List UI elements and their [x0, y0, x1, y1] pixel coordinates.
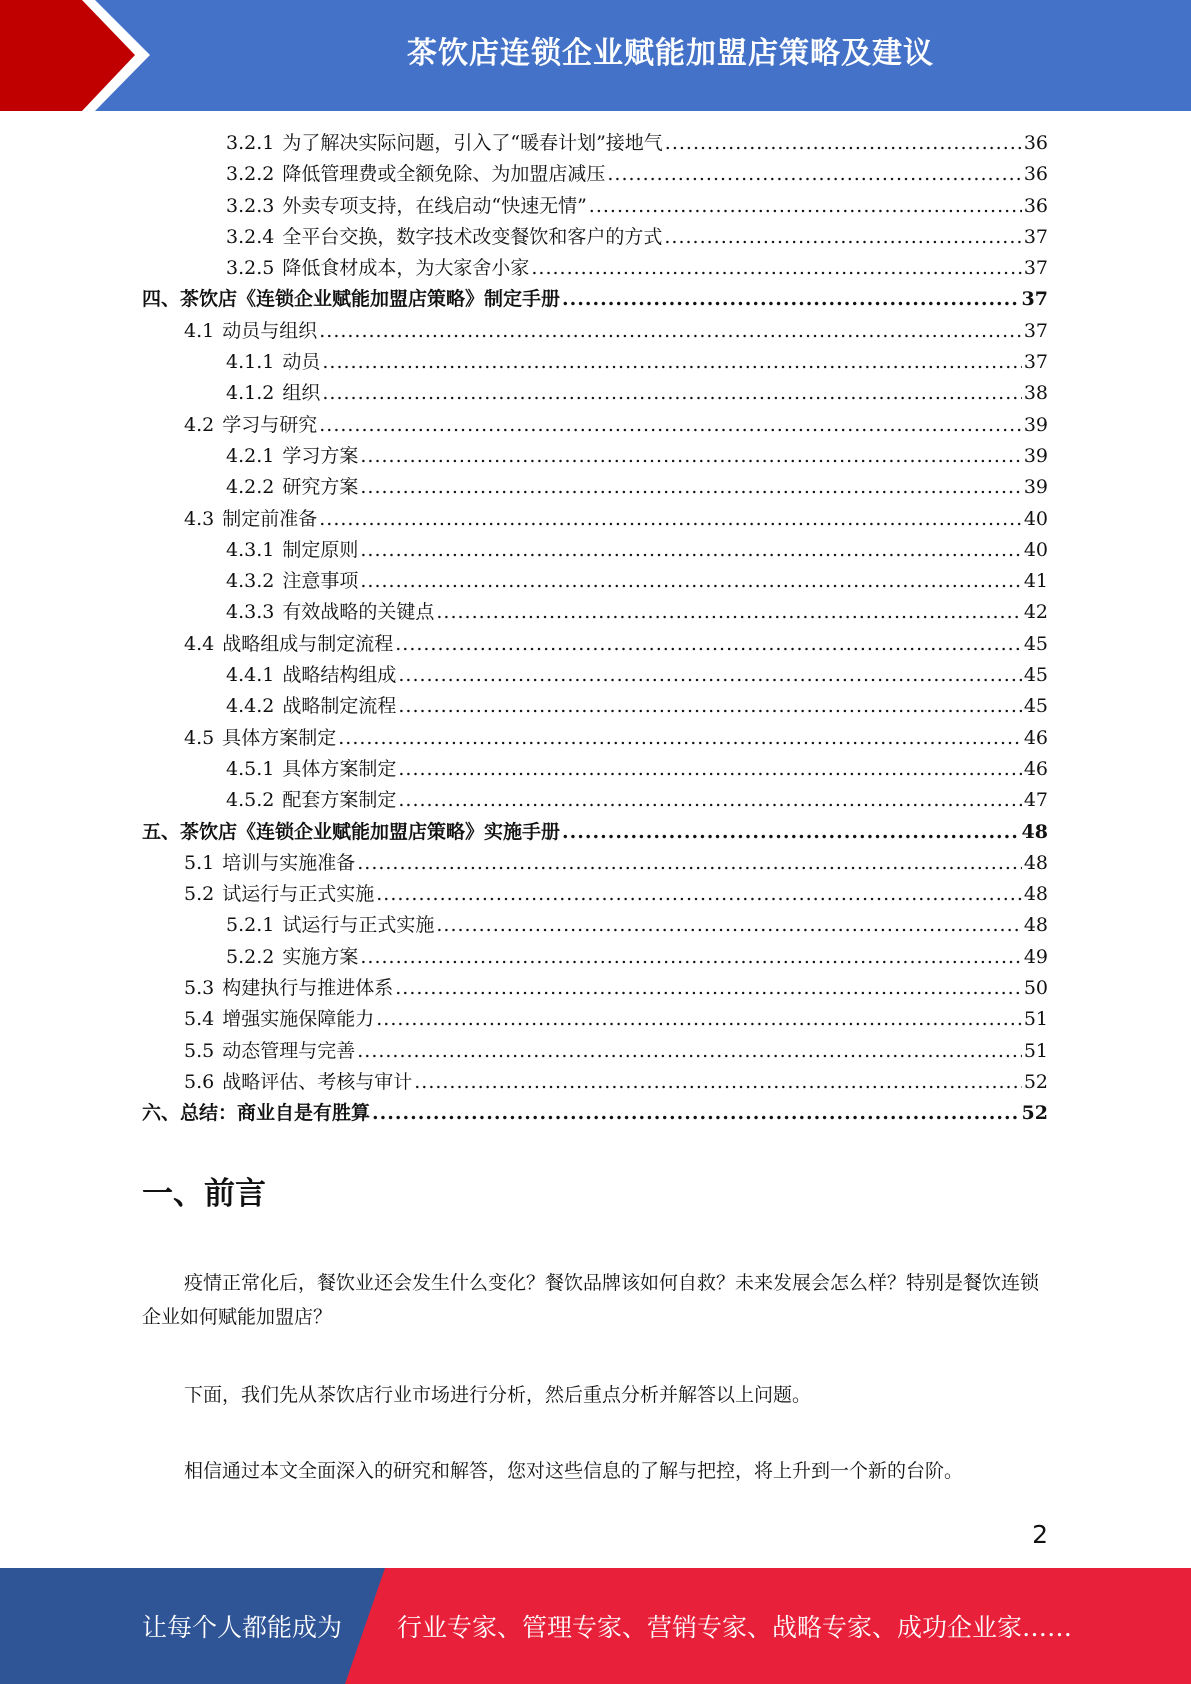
toc-entry-number: 5.1 [184, 851, 215, 874]
toc-entry-title: 六、总结：商业自是有胜算 [142, 1102, 371, 1125]
toc-entry-title: 配套方案制定 [282, 789, 397, 812]
toc-entry-page: 39 [1023, 444, 1048, 467]
page-number: 2 [1032, 1520, 1048, 1549]
toc-entry-number: 4.1.2 [226, 382, 275, 405]
toc-dot-leader [398, 664, 1021, 686]
toc-entry[interactable] [142, 441, 1048, 472]
toc-entry-page: 46 [1023, 726, 1048, 749]
toc-entry-title: 战略结构组成 [282, 664, 397, 687]
toc-entry[interactable] [142, 660, 1048, 691]
toc-entry-number: 5.2 [184, 883, 215, 906]
toc-entry-page: 39 [1023, 413, 1048, 436]
toc-entry-title: 学习方案 [282, 444, 359, 467]
toc-entry-number: 5.6 [184, 1070, 215, 1093]
toc-entry-page: 52 [1021, 1102, 1048, 1125]
toc-dot-leader [360, 476, 1021, 498]
toc-entry-number: 4.2.1 [226, 444, 275, 467]
toc-entry-title: 战略制定流程 [282, 695, 397, 718]
toc-entry-number: 3.2.2 [226, 163, 275, 186]
toc-entry-page: 37 [1021, 288, 1048, 311]
toc-entry-number: 4.5.1 [226, 757, 275, 780]
toc-dot-leader [414, 1071, 1022, 1093]
toc-entry-title: 具体方案制定 [282, 757, 397, 780]
toc-entry-page: 45 [1023, 664, 1048, 687]
toc-entry-title: 四、茶饮店《连锁企业赋能加盟店策略》制定手册 [142, 288, 561, 311]
toc-entry-title: 注意事项 [282, 570, 359, 593]
paragraph: 下面，我们先从茶饮店行业市场进行分析，然后重点分析并解答以上问题。 [184, 1384, 812, 1406]
toc-entry-title: 降低管理费或全额免除、为加盟店减压 [282, 163, 606, 186]
page-header [0, 0, 1191, 111]
toc-entry-page: 48 [1023, 883, 1048, 906]
toc-entry-number: 4.2 [184, 413, 215, 436]
toc-entry[interactable] [142, 1036, 1048, 1067]
toc-entry-number: 3.2.1 [226, 132, 275, 154]
toc-dot-leader [562, 821, 1020, 843]
toc-entry-page: 46 [1023, 757, 1048, 780]
toc-entry-page: 49 [1023, 945, 1048, 968]
toc-entry[interactable] [142, 253, 1048, 284]
toc-entry-number: 4.2.2 [226, 476, 275, 499]
header-arrow-decoration [0, 0, 160, 111]
toc-entry-page: 37 [1023, 257, 1048, 280]
toc-entry[interactable] [142, 754, 1048, 785]
toc-entry-page: 37 [1023, 351, 1048, 374]
toc-entry-page: 40 [1023, 507, 1048, 530]
toc-entry-page: 36 [1023, 163, 1048, 186]
toc-dot-leader [319, 320, 1022, 342]
toc-entry[interactable] [142, 566, 1048, 597]
toc-dot-leader [357, 1040, 1022, 1062]
toc-entry-number: 4.3.2 [226, 570, 275, 593]
toc-entry-title: 有效战略的关键点 [282, 601, 435, 624]
toc-entry-number: 3.2.4 [226, 225, 275, 248]
toc-entry[interactable] [142, 629, 1048, 660]
toc-entry[interactable] [142, 973, 1048, 1004]
toc-entry[interactable] [142, 691, 1048, 722]
toc-entry-title: 增强实施保障能力 [222, 1008, 375, 1031]
toc-entry[interactable] [142, 597, 1048, 628]
toc-entry-number: 3.2.5 [226, 257, 275, 280]
toc-dot-leader [338, 727, 1022, 749]
toc-entry-title: 研究方案 [282, 476, 359, 499]
toc-entry-page: 37 [1023, 225, 1048, 248]
toc-dot-leader [360, 539, 1021, 561]
toc-entry[interactable] [142, 222, 1048, 253]
toc-dot-leader [322, 351, 1021, 373]
toc-dot-leader [398, 758, 1021, 780]
toc-dot-leader [395, 977, 1022, 999]
toc-entry-number: 4.3.1 [226, 538, 275, 561]
toc-entry-number: 5.5 [184, 1039, 215, 1062]
section-heading: 一、前言 [142, 1176, 266, 1212]
toc-entry[interactable] [142, 347, 1048, 378]
toc-dot-leader [360, 570, 1021, 592]
toc-entry-page: 52 [1023, 1070, 1048, 1093]
toc-entry[interactable] [142, 159, 1048, 190]
toc-entry-number: 4.4.1 [226, 664, 275, 687]
toc-entry-title: 具体方案制定 [222, 726, 337, 749]
toc-entry[interactable] [142, 284, 1048, 315]
toc-entry[interactable] [142, 378, 1048, 409]
toc-entry[interactable] [142, 1098, 1048, 1129]
toc-entry-title: 动员 [282, 351, 321, 374]
toc-entry-page: 50 [1023, 977, 1048, 1000]
toc-entry[interactable] [142, 191, 1048, 222]
toc-entry-number: 4.5 [184, 726, 215, 749]
toc-entry-page: 37 [1023, 319, 1048, 342]
toc-entry-number: 5.2.2 [226, 945, 275, 968]
toc-entry-title: 全平台交换，数字技术改变餐饮和客户的方式 [282, 225, 663, 248]
toc-entry-number: 4.3.3 [226, 601, 275, 624]
toc-entry-number: 4.1 [184, 319, 215, 342]
toc-dot-leader [436, 914, 1021, 936]
toc-dot-leader [360, 445, 1021, 467]
toc-entry-page: 45 [1023, 695, 1048, 718]
toc-dot-leader [665, 132, 1022, 154]
toc-entry-number: 4.3 [184, 507, 215, 530]
toc-entry-title: 实施方案 [282, 945, 359, 968]
toc-entry[interactable] [142, 817, 1048, 848]
toc-entry[interactable] [142, 472, 1048, 503]
toc-dot-leader [395, 633, 1022, 655]
toc-dot-leader [372, 1102, 1020, 1124]
toc-entry-number: 5.4 [184, 1008, 215, 1031]
header-title: 茶饮店连锁企业赋能加盟店策略及建议 [407, 36, 934, 71]
toc-dot-leader [436, 601, 1021, 623]
toc-entry-page: 48 [1023, 914, 1048, 937]
toc-entry-number: 5.3 [184, 977, 215, 1000]
toc-entry[interactable] [142, 316, 1048, 347]
toc-dot-leader [322, 382, 1021, 404]
toc-entry-title: 组织 [282, 382, 321, 405]
toc-dot-leader [398, 789, 1021, 811]
toc-entry-page: 36 [1023, 132, 1048, 154]
toc-dot-leader [319, 414, 1022, 436]
toc-entry-page: 42 [1023, 601, 1048, 624]
toc-entry-title: 五、茶饮店《连锁企业赋能加盟店策略》实施手册 [142, 820, 561, 843]
toc-entry-page: 38 [1023, 382, 1048, 405]
toc-entry-page: 40 [1023, 538, 1048, 561]
toc-entry-title: 战略组成与制定流程 [222, 632, 394, 655]
toc-entry-number: 4.4.2 [226, 695, 275, 718]
toc-entry[interactable] [142, 1067, 1048, 1098]
toc-entry-number: 4.1.1 [226, 351, 275, 374]
toc-dot-leader [376, 1008, 1022, 1030]
toc-entry-number: 4.4 [184, 632, 215, 655]
toc-entry-title: 试运行与正式实施 [222, 883, 375, 906]
toc-entry-title: 学习与研究 [222, 413, 318, 436]
paragraph: 相信通过本文全面深入的研究和解答，您对这些信息的了解与把控，将上升到一个新的台阶。 [184, 1460, 964, 1482]
toc-entry[interactable] [142, 942, 1048, 973]
toc-dot-leader [398, 695, 1021, 717]
toc-entry-page: 48 [1021, 820, 1048, 843]
toc-entry-page: 48 [1023, 851, 1048, 874]
toc-entry[interactable] [142, 879, 1048, 910]
toc-entry-page: 51 [1023, 1008, 1048, 1031]
paragraph: 疫情正常化后，餐饮业还会发生什么变化？餐饮品牌该如何自救？未来发展会怎么样？特别是餐饮连锁企业如何赋能加盟店？ [142, 1272, 1040, 1328]
toc-entry-title: 制定原则 [282, 538, 359, 561]
toc-entry[interactable] [142, 1004, 1048, 1035]
toc-dot-leader [531, 257, 1021, 279]
footer-slogan-left: 让每个人都能成为 [142, 1613, 343, 1642]
toc-dot-leader [607, 163, 1021, 185]
table-of-contents [142, 128, 1048, 1130]
toc-entry-number: 5.2.1 [226, 914, 275, 937]
toc-entry-title: 为了解决实际问题，引入了“暖春计划”接地气 [282, 132, 663, 154]
toc-dot-leader [376, 883, 1022, 905]
toc-entry-page: 36 [1023, 194, 1048, 217]
toc-dot-leader [562, 288, 1020, 310]
toc-entry-title: 试运行与正式实施 [282, 914, 435, 937]
toc-entry-title: 降低食材成本，为大家舍小家 [282, 257, 530, 280]
toc-entry[interactable] [142, 848, 1048, 879]
toc-entry[interactable] [142, 723, 1048, 754]
toc-entry[interactable] [142, 785, 1048, 816]
toc-entry-title: 培训与实施准备 [222, 851, 356, 874]
toc-entry-page: 45 [1023, 632, 1048, 655]
toc-entry-page: 41 [1023, 570, 1048, 593]
toc-dot-leader [664, 226, 1021, 248]
toc-entry-title: 动员与组织 [222, 319, 318, 342]
toc-entry[interactable] [142, 410, 1048, 441]
toc-entry-page: 39 [1023, 476, 1048, 499]
toc-entry-number: 3.2.3 [226, 194, 275, 217]
toc-entry-title: 制定前准备 [222, 507, 318, 530]
footer-slogan-right: 行业专家、管理专家、营销专家、战略专家、成功企业家…… [397, 1613, 1073, 1642]
toc-entry[interactable] [142, 504, 1048, 535]
toc-dot-leader [357, 852, 1022, 874]
toc-entry-title: 动态管理与完善 [222, 1039, 356, 1062]
toc-entry-title: 战略评估、考核与审计 [222, 1070, 413, 1093]
toc-dot-leader [319, 508, 1022, 530]
toc-entry[interactable] [142, 535, 1048, 566]
toc-entry-page: 51 [1023, 1039, 1048, 1062]
toc-entry-title: 外卖专项支持，在线启动“快速无情” [282, 194, 587, 217]
toc-dot-leader [360, 946, 1021, 968]
toc-entry[interactable] [142, 128, 1048, 159]
page-footer [0, 1568, 1191, 1684]
toc-entry-title: 构建执行与推进体系 [222, 977, 394, 1000]
toc-entry[interactable] [142, 910, 1048, 941]
toc-dot-leader [589, 195, 1022, 217]
toc-entry-page: 47 [1023, 789, 1048, 812]
toc-entry-number: 4.5.2 [226, 789, 275, 812]
